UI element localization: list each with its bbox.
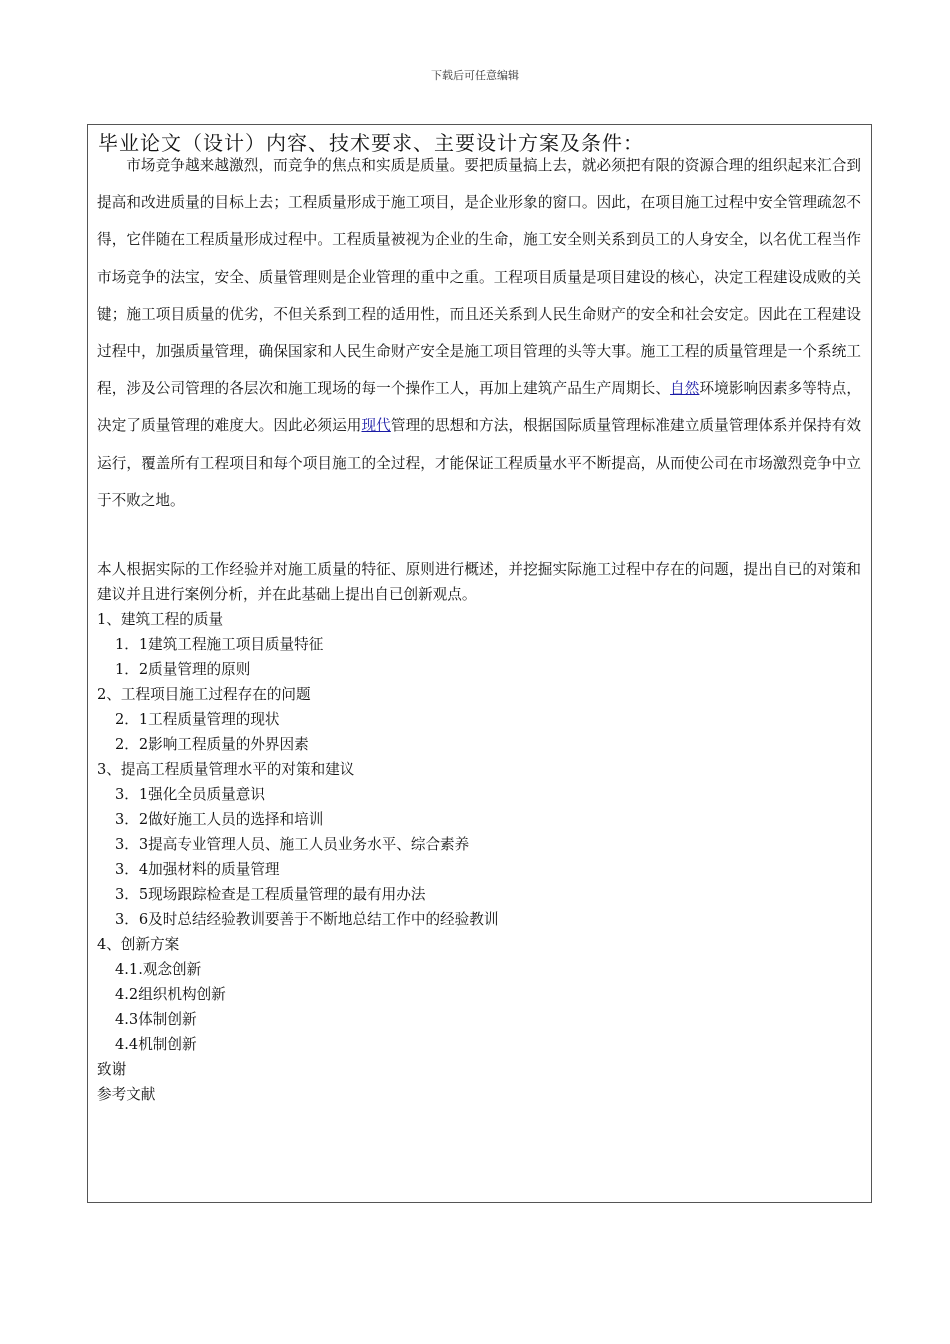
- outline-list: [97, 607, 857, 1107]
- outline-subitem: 2．2影响工程质量的外界因素: [115, 736, 309, 753]
- outline-subitem: 3．2做好施工人员的选择和培训: [115, 811, 324, 828]
- section-title: 毕业论文（设计）内容、技术要求、主要设计方案及条件：: [98, 131, 644, 155]
- outline-subitem: 1．1建筑工程施工项目质量特征: [115, 636, 324, 653]
- intro-text-2: 环境影响因素多等特点，决定了质量管理的难度大。因此必须运用: [97, 380, 861, 435]
- outline-heading: 1、建筑工程的质量: [97, 611, 224, 628]
- outline-heading: 参考文献: [97, 1086, 156, 1103]
- summary-paragraph: 本人根据实际的工作经验并对施工质量的特征、原则进行概述，并挖掘实际施工过程中存在的问题，提出自已的对策和建议并且进行案例分析，并在此基础上提出自已创新观点。: [97, 561, 861, 603]
- outline-subitem: 3．4加强材料的质量管理: [115, 861, 280, 878]
- intro-text-1: 市场竞争越来越激烈，而竞争的焦点和实质是质量。要把质量搞上去，就必须把有限的资源合理的组织起来汇合到提高和改进质量的目标上去；工程质量形成于施工项目，是企业形象的窗口。因此，在项目施工过程中安全管理疏忽不得，它伴随在工程质量形成过程中。工程质量被视为企业的生命，施工安全则关系到员工的人身安全，以名优工程当作市场竞争的法宝，安全、质量管理则是企业管理的重中之重。工程项目质量是项目建设的核心，决定工程建设成败的关键；施工项目质量的优劣，不但关系到工程的适用性，而且还关系到人民生命财产的安全和社会安定。因此在工程建设过程中，加强质量管理，确保国家和人民生命财产安全是施工项目管理的头等大事。施工工程的质量管理是一个系统工程，涉及公司管理的各层次和施工现场的每一个操作工人，再加上建筑产品生产周期长、: [97, 157, 861, 398]
- link-ziran[interactable]: 自然: [670, 380, 700, 398]
- page-header: 下载后可任意编辑: [431, 69, 519, 82]
- outline-subitem: 4.1.观念创新: [115, 961, 202, 978]
- outline-subitem: 3．3提高专业管理人员、施工人员业务水平、综合素养: [115, 836, 470, 853]
- outline-subitem: 3．6及时总结经验教训要善于不断地总结工作中的经验教训: [115, 911, 499, 928]
- outline-heading: 3、提高工程质量管理水平的对策和建议: [97, 761, 355, 778]
- outline-heading: 致谢: [97, 1061, 127, 1078]
- outline-subitem: 1．2质量管理的原则: [115, 661, 251, 678]
- outline-subitem: 2．1工程质量管理的现状: [115, 711, 280, 728]
- outline-subitem: 4.2组织机构创新: [115, 986, 226, 1003]
- outline-subitem: 3．5现场跟踪检查是工程质量管理的最有用办法: [115, 886, 426, 903]
- outline-subitem: 3．1强化全员质量意识: [115, 786, 265, 803]
- outline-subitem: 4.4机制创新: [115, 1036, 197, 1053]
- outline-heading: 4、创新方案: [97, 936, 180, 953]
- outline-heading: 2、工程项目施工过程存在的问题: [97, 686, 311, 703]
- outline-subitem: 4.3体制创新: [115, 1011, 197, 1028]
- content-box: [87, 124, 872, 1203]
- link-xiandai[interactable]: 现代: [361, 417, 391, 435]
- intro-text-3: 管理的思想和方法，根据国际质量管理标准建立质量管理体系并保持有效运行，覆盖所有工程项目和每个项目施工的全过程，才能保证工程质量水平不断提高，从而使公司在市场激烈竞争中立于不败之地。: [97, 417, 861, 509]
- intro-paragraph: [97, 147, 861, 519]
